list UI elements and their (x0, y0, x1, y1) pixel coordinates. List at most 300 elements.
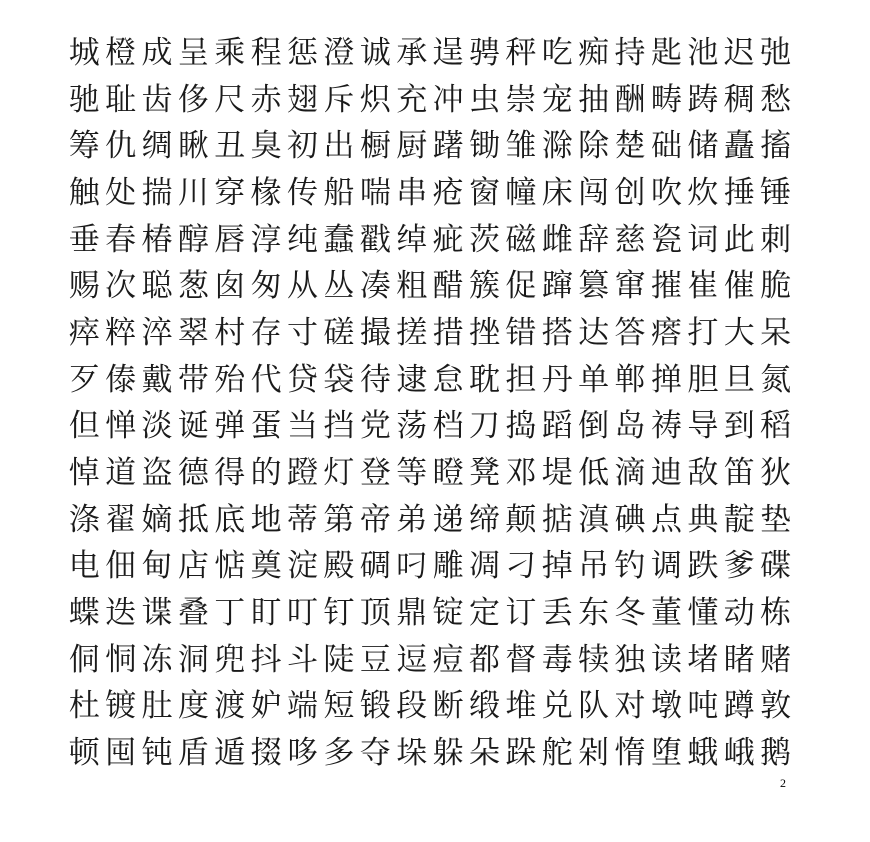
character: 达 (578, 314, 610, 351)
character: 惮 (105, 408, 137, 445)
character-row (66, 30, 806, 77)
character: 杜 (68, 688, 100, 725)
character: 掸 (650, 361, 682, 398)
character: 答 (614, 314, 646, 351)
character: 撮 (359, 314, 391, 351)
character: 斗 (287, 641, 319, 678)
character: 抵 (177, 501, 209, 538)
character: 栋 (760, 595, 792, 632)
character: 诚 (359, 34, 391, 71)
character: 顿 (68, 735, 100, 772)
character: 颠 (505, 501, 537, 538)
character: 代 (250, 361, 282, 398)
character: 蝶 (68, 595, 100, 632)
character: 笛 (723, 455, 755, 492)
character: 赐 (68, 268, 100, 305)
character: 鹅 (760, 735, 792, 772)
character: 递 (432, 501, 464, 538)
character: 吹 (650, 174, 682, 211)
character-row (66, 544, 806, 591)
character: 钓 (614, 548, 646, 585)
character: 钝 (141, 735, 173, 772)
character: 蹲 (723, 688, 755, 725)
character: 灯 (323, 455, 355, 492)
character: 椿 (141, 221, 173, 258)
character: 崔 (687, 268, 719, 305)
character: 敦 (760, 688, 792, 725)
character: 持 (614, 34, 646, 71)
character: 措 (432, 314, 464, 351)
character: 肚 (141, 688, 173, 725)
character: 稻 (760, 408, 792, 445)
character: 挫 (468, 314, 500, 351)
character: 敌 (687, 455, 719, 492)
character-row (66, 684, 806, 731)
character: 带 (177, 361, 209, 398)
character: 锄 (468, 128, 500, 165)
character: 船 (323, 174, 355, 211)
character: 篡 (578, 268, 610, 305)
character: 幢 (505, 174, 537, 211)
character: 痘 (432, 641, 464, 678)
character: 地 (250, 501, 282, 538)
character: 登 (359, 455, 391, 492)
character: 殆 (214, 361, 246, 398)
character: 悼 (68, 455, 100, 492)
character: 缎 (468, 688, 500, 725)
character: 朵 (468, 735, 500, 772)
character: 涤 (68, 501, 100, 538)
character: 斥 (323, 81, 355, 118)
character: 队 (578, 688, 610, 725)
character: 墩 (650, 688, 682, 725)
character: 挡 (323, 408, 355, 445)
character: 吃 (541, 34, 573, 71)
character-row (66, 730, 806, 777)
character: 乘 (214, 34, 246, 71)
character: 冻 (141, 641, 173, 678)
character: 床 (541, 174, 573, 211)
character: 粗 (396, 268, 428, 305)
character: 哆 (287, 735, 319, 772)
character: 镀 (105, 688, 137, 725)
character: 成 (141, 34, 173, 71)
character-row (66, 263, 806, 310)
character: 动 (723, 595, 755, 632)
character: 酬 (614, 81, 646, 118)
character: 殿 (323, 548, 355, 585)
character: 胆 (687, 361, 719, 398)
character: 睹 (723, 641, 755, 678)
character: 池 (687, 34, 719, 71)
character: 党 (359, 408, 391, 445)
character: 触 (68, 174, 100, 211)
character: 档 (432, 408, 464, 445)
character: 聪 (141, 268, 173, 305)
character: 祷 (650, 408, 682, 445)
character: 但 (68, 408, 100, 445)
character: 唇 (214, 221, 246, 258)
character: 虫 (468, 81, 500, 118)
character: 读 (650, 641, 682, 678)
character: 厨 (396, 128, 428, 165)
character: 夺 (359, 735, 391, 772)
character: 到 (723, 408, 755, 445)
character: 闯 (578, 174, 610, 211)
character: 稠 (723, 81, 755, 118)
character: 兜 (214, 641, 246, 678)
character: 叼 (396, 548, 428, 585)
character: 醋 (432, 268, 464, 305)
character: 的 (250, 455, 282, 492)
character: 臭 (250, 128, 282, 165)
character: 脆 (760, 268, 792, 305)
character: 吨 (687, 688, 719, 725)
character: 奠 (250, 548, 282, 585)
character: 段 (396, 688, 428, 725)
character: 堤 (541, 455, 573, 492)
character: 迪 (650, 455, 682, 492)
character: 串 (396, 174, 428, 211)
character: 单 (578, 361, 610, 398)
character: 丛 (323, 268, 355, 305)
character: 戴 (141, 361, 173, 398)
character: 短 (323, 688, 355, 725)
character: 耽 (468, 361, 500, 398)
character: 惰 (614, 735, 646, 772)
character: 存 (250, 314, 282, 351)
character: 锻 (359, 688, 391, 725)
character: 迭 (105, 595, 137, 632)
character: 丹 (541, 361, 573, 398)
character: 刺 (760, 221, 792, 258)
character: 岛 (614, 408, 646, 445)
character: 秤 (505, 34, 537, 71)
character: 抽 (578, 81, 610, 118)
character: 辞 (578, 221, 610, 258)
character: 蛾 (687, 735, 719, 772)
character: 促 (505, 268, 537, 305)
character: 弹 (214, 408, 246, 445)
character: 寸 (287, 314, 319, 351)
character: 畴 (650, 81, 682, 118)
character: 蹈 (541, 408, 573, 445)
character: 躲 (432, 735, 464, 772)
character: 导 (687, 408, 719, 445)
character: 凋 (468, 548, 500, 585)
character: 翠 (177, 314, 209, 351)
character: 爹 (723, 548, 755, 585)
character-row (66, 123, 806, 170)
character: 道 (105, 455, 137, 492)
character: 狄 (760, 455, 792, 492)
character: 此 (723, 221, 755, 258)
character: 陡 (323, 641, 355, 678)
character: 呆 (760, 314, 792, 351)
character-row (66, 590, 806, 637)
character: 帝 (359, 501, 391, 538)
character: 侗 (68, 641, 100, 678)
character: 独 (614, 641, 646, 678)
character: 对 (614, 688, 646, 725)
character: 堆 (505, 688, 537, 725)
character-row (66, 497, 806, 544)
character-row (66, 450, 806, 497)
character: 齿 (141, 81, 173, 118)
character: 断 (432, 688, 464, 725)
character: 盗 (141, 455, 173, 492)
character: 傣 (105, 361, 137, 398)
character: 磁 (505, 221, 537, 258)
character: 凑 (359, 268, 391, 305)
character: 春 (105, 221, 137, 258)
character: 驰 (68, 81, 100, 118)
character: 痴 (578, 34, 610, 71)
character: 掂 (541, 501, 573, 538)
character: 怠 (432, 361, 464, 398)
character: 碘 (614, 501, 646, 538)
character: 店 (177, 548, 209, 585)
character: 歹 (68, 361, 100, 398)
character: 丑 (214, 128, 246, 165)
character: 醇 (177, 221, 209, 258)
character: 蹿 (541, 268, 573, 305)
character: 峨 (723, 735, 755, 772)
character: 抖 (250, 641, 282, 678)
character: 淬 (141, 314, 173, 351)
character: 荡 (396, 408, 428, 445)
character: 储 (687, 128, 719, 165)
character: 遁 (214, 735, 246, 772)
character: 弛 (760, 34, 792, 71)
character: 疮 (432, 174, 464, 211)
character: 跺 (505, 735, 537, 772)
character: 淀 (287, 548, 319, 585)
character: 葱 (177, 268, 209, 305)
character: 豆 (359, 641, 391, 678)
character: 滁 (541, 128, 573, 165)
character: 叠 (177, 595, 209, 632)
character: 处 (105, 174, 137, 211)
character: 刀 (468, 408, 500, 445)
character: 出 (323, 128, 355, 165)
character: 底 (214, 501, 246, 538)
character: 尺 (214, 81, 246, 118)
character: 定 (468, 595, 500, 632)
character: 筹 (68, 128, 100, 165)
character: 嫡 (141, 501, 173, 538)
character: 鼎 (396, 595, 428, 632)
character: 雏 (505, 128, 537, 165)
character: 矗 (723, 128, 755, 165)
character: 错 (505, 314, 537, 351)
character: 垛 (396, 735, 428, 772)
character: 簇 (468, 268, 500, 305)
character: 等 (396, 455, 428, 492)
character: 叮 (287, 595, 319, 632)
character: 调 (650, 548, 682, 585)
character: 掇 (250, 735, 282, 772)
character: 瓷 (650, 221, 682, 258)
character: 吊 (578, 548, 610, 585)
character-row (66, 77, 806, 124)
character: 丢 (541, 595, 573, 632)
character: 揣 (141, 174, 173, 211)
character: 旦 (723, 361, 755, 398)
character: 谍 (141, 595, 173, 632)
character: 纯 (287, 221, 319, 258)
character: 戳 (359, 221, 391, 258)
character: 蠢 (323, 221, 355, 258)
character: 督 (505, 641, 537, 678)
character: 崇 (505, 81, 537, 118)
character: 绰 (396, 221, 428, 258)
character: 多 (323, 735, 355, 772)
character: 懂 (687, 595, 719, 632)
character: 诞 (177, 408, 209, 445)
character: 橱 (359, 128, 391, 165)
character-row (66, 637, 806, 684)
character: 匆 (250, 268, 282, 305)
page-number: 2 (780, 776, 786, 790)
character: 剁 (578, 735, 610, 772)
character: 粹 (105, 314, 137, 351)
character: 逗 (396, 641, 428, 678)
character: 当 (287, 408, 319, 445)
character: 端 (287, 688, 319, 725)
character: 打 (687, 314, 719, 351)
character: 次 (105, 268, 137, 305)
character: 洞 (177, 641, 209, 678)
character: 毒 (541, 641, 573, 678)
character: 倒 (578, 408, 610, 445)
character: 惦 (214, 548, 246, 585)
character: 丁 (214, 595, 246, 632)
character: 掉 (541, 548, 573, 585)
character: 惩 (287, 34, 319, 71)
character: 雌 (541, 221, 573, 258)
character: 冬 (614, 595, 646, 632)
character: 椽 (250, 174, 282, 211)
character: 赌 (760, 641, 792, 678)
character: 愁 (760, 81, 792, 118)
character-row (66, 217, 806, 264)
character: 佃 (105, 548, 137, 585)
character: 川 (177, 174, 209, 211)
character: 穿 (214, 174, 246, 211)
character: 淡 (141, 408, 173, 445)
character: 础 (650, 128, 682, 165)
character: 逮 (396, 361, 428, 398)
character: 氮 (760, 361, 792, 398)
character: 都 (468, 641, 500, 678)
character: 蛋 (250, 408, 282, 445)
character: 甸 (141, 548, 173, 585)
character: 点 (650, 501, 682, 538)
character: 茨 (468, 221, 500, 258)
character: 滇 (578, 501, 610, 538)
character: 躇 (432, 128, 464, 165)
character: 炊 (687, 174, 719, 211)
character: 舵 (541, 735, 573, 772)
character: 传 (287, 174, 319, 211)
character-grid (66, 30, 806, 777)
character: 村 (214, 314, 246, 351)
character: 催 (723, 268, 755, 305)
character: 盯 (250, 595, 282, 632)
character: 贷 (287, 361, 319, 398)
character: 袋 (323, 361, 355, 398)
character: 侈 (177, 81, 209, 118)
character: 词 (687, 221, 719, 258)
character: 捶 (723, 174, 755, 211)
character: 锤 (760, 174, 792, 211)
character: 骋 (468, 34, 500, 71)
character: 呈 (177, 34, 209, 71)
character: 磋 (323, 314, 355, 351)
character: 德 (177, 455, 209, 492)
character: 窗 (468, 174, 500, 211)
character: 兑 (541, 688, 573, 725)
character: 恫 (105, 641, 137, 678)
character: 承 (396, 34, 428, 71)
character: 从 (287, 268, 319, 305)
character: 仇 (105, 128, 137, 165)
character: 瞅 (177, 128, 209, 165)
character: 迟 (723, 34, 755, 71)
character: 靛 (723, 501, 755, 538)
character: 锭 (432, 595, 464, 632)
character: 碉 (359, 548, 391, 585)
character: 妒 (250, 688, 282, 725)
character: 堵 (687, 641, 719, 678)
character: 典 (687, 501, 719, 538)
character: 囤 (105, 735, 137, 772)
character: 堕 (650, 735, 682, 772)
character: 凳 (468, 455, 500, 492)
character: 匙 (650, 34, 682, 71)
character: 城 (68, 34, 100, 71)
character: 钉 (323, 595, 355, 632)
character: 捣 (505, 408, 537, 445)
character-row (66, 357, 806, 404)
character: 跌 (687, 548, 719, 585)
character: 疵 (432, 221, 464, 258)
character: 邓 (505, 455, 537, 492)
character: 待 (359, 361, 391, 398)
character: 囱 (214, 268, 246, 305)
character: 搭 (541, 314, 573, 351)
character: 耻 (105, 81, 137, 118)
character: 弟 (396, 501, 428, 538)
character: 瘩 (650, 314, 682, 351)
character: 程 (250, 34, 282, 71)
character: 缔 (468, 501, 500, 538)
character: 搓 (396, 314, 428, 351)
character: 订 (505, 595, 537, 632)
character: 第 (323, 501, 355, 538)
character: 窜 (614, 268, 646, 305)
character: 淳 (250, 221, 282, 258)
character: 喘 (359, 174, 391, 211)
character: 顶 (359, 595, 391, 632)
character: 渡 (214, 688, 246, 725)
character: 碟 (760, 548, 792, 585)
character: 冲 (432, 81, 464, 118)
character: 瘁 (68, 314, 100, 351)
character-row (66, 404, 806, 451)
character: 电 (68, 548, 100, 585)
